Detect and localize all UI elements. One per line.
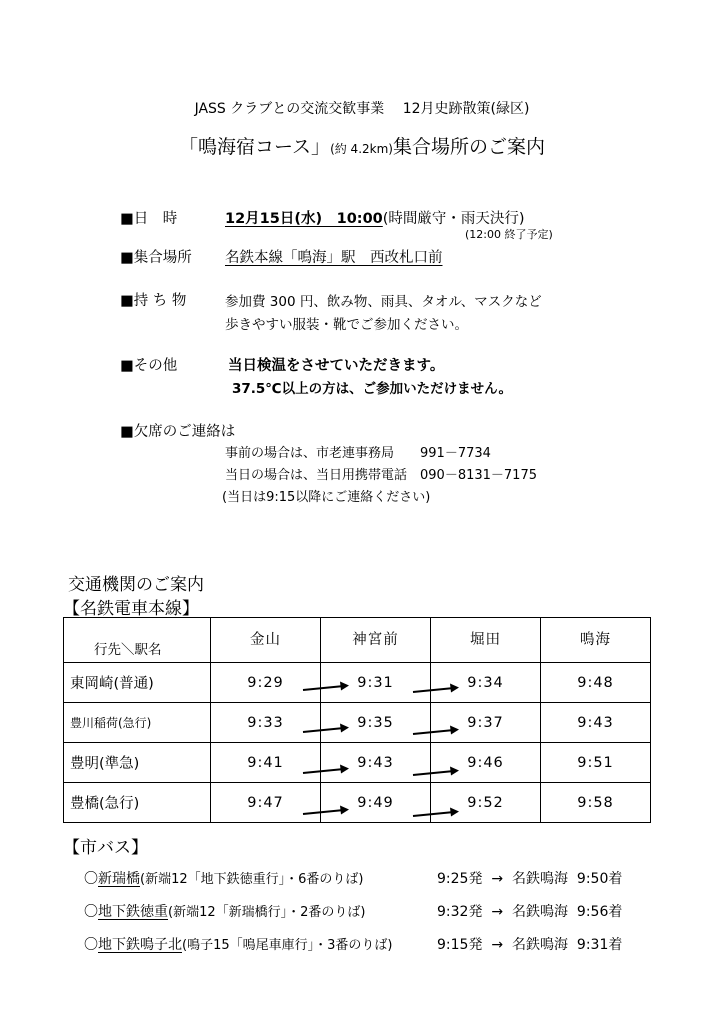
bus-route: [84, 901, 365, 921]
timetable-header-row: [64, 618, 651, 663]
station-header: 堀田: [431, 618, 541, 663]
date-value: 12月15日(水) 10:00: [225, 211, 383, 227]
absence-line-2: 当日の場合は、当日用携帯電話 090－8131－7175: [225, 468, 537, 483]
table-row: [64, 703, 651, 743]
time-cell: 9:43: [321, 743, 431, 783]
table-row: [64, 743, 651, 783]
arrow-right-icon: [302, 803, 350, 817]
bus-schedule: [437, 901, 622, 921]
bus-dest: 名鉄鳴海: [512, 937, 568, 953]
absence-line-3: (当日は9:15以降にご連絡ください): [222, 490, 431, 505]
time-cell: 9:46: [431, 743, 541, 783]
bus-detail: (鳴子15「鳴尾車庫行」・3番のりば): [182, 938, 393, 953]
timetable-corner: 行先＼駅名: [64, 618, 211, 663]
circle-marker-icon: 〇: [84, 904, 98, 920]
arrow-right-icon: [302, 762, 350, 776]
bus-arrive: 9:50着: [576, 871, 623, 887]
bus-arrow: →: [491, 937, 504, 953]
date-label: ■日 時: [120, 211, 178, 227]
time-cell: 9:48: [541, 663, 651, 703]
circle-marker-icon: 〇: [84, 937, 98, 953]
event-header: JASS クラブとの交流交歓事業 12月史跡散策(緑区): [194, 101, 530, 117]
arrow-right-icon: [412, 764, 460, 778]
train-timetable: [63, 617, 651, 823]
arrow-right-icon: [412, 723, 460, 737]
date-suffix: (時間厳守・雨天決行): [382, 211, 525, 227]
bus-detail: (新端12「地下鉄徳重行」・6番のりば): [140, 872, 364, 887]
bus-depart: 9:25発: [437, 871, 483, 887]
time-cell: 9:49: [321, 783, 431, 823]
transport-heading: 交通機関のご案内: [68, 575, 204, 595]
items-line-1: 参加費 300 円、飲み物、雨具、タオル、マスクなど: [225, 294, 542, 310]
station-header: 金山: [211, 618, 321, 663]
bus-heading: 【市バス】: [63, 838, 148, 858]
bus-route: [84, 934, 392, 954]
time-cell: 9:41: [211, 743, 321, 783]
train-name: 豊明(準急): [64, 743, 211, 783]
other-label: ■その他: [120, 358, 178, 374]
time-cell: 9:35: [321, 703, 431, 743]
end-time-note: (12:00 終了予定): [465, 228, 553, 241]
time-cell: 9:33: [211, 703, 321, 743]
train-name: 東岡崎(普通): [64, 663, 211, 703]
page-title: [0, 132, 724, 159]
bus-dest: 名鉄鳴海: [512, 871, 568, 887]
bus-depart: 9:32発: [437, 904, 483, 920]
bus-dest: 名鉄鳴海: [512, 904, 568, 920]
bus-stop: 地下鉄徳重: [98, 904, 168, 920]
title-suffix: 集合場所のご案内: [392, 136, 545, 158]
time-cell: 9:47: [211, 783, 321, 823]
arrow-right-icon: [302, 679, 350, 693]
meeting-label: ■集合場所: [120, 250, 192, 266]
bus-arrive: 9:56着: [576, 904, 623, 920]
rail-heading: 【名鉄電車本線】: [63, 599, 199, 619]
arrow-right-icon: [412, 681, 460, 695]
table-row: [64, 663, 651, 703]
time-cell: 9:51: [541, 743, 651, 783]
bus-detail: (新端12「新瑞橋行」・2番のりば): [168, 905, 366, 920]
station-header: 鳴海: [541, 618, 651, 663]
table-row: [64, 783, 651, 823]
bus-arrow: →: [491, 871, 504, 887]
bus-stop: 地下鉄鳴子北: [98, 937, 182, 953]
time-cell: 9:31: [321, 663, 431, 703]
station-header: 神宮前: [321, 618, 431, 663]
course-distance: (約 4.2km): [330, 142, 393, 156]
other-line-2: 37.5℃以上の方は、ご参加いただけません。: [232, 381, 512, 397]
items-label: ■持 ち 物: [120, 293, 187, 309]
arrow-right-icon: [412, 805, 460, 819]
circle-marker-icon: 〇: [84, 871, 98, 887]
train-name: 豊橋(急行): [64, 783, 211, 823]
bus-arrow: →: [491, 904, 504, 920]
meeting-place: 名鉄本線「鳴海」駅 西改札口前: [225, 250, 443, 266]
time-cell: 9:58: [541, 783, 651, 823]
items-line-2: 歩きやすい服装・靴でご参加ください。: [225, 317, 468, 333]
bus-depart: 9:15発: [437, 937, 483, 953]
date-row: [225, 207, 525, 228]
other-line-1: 当日検温をさせていただきます。: [228, 358, 445, 374]
course-name: 「鳴海宿コース」: [179, 136, 331, 158]
absence-label: ■欠席のご連絡は: [120, 424, 236, 440]
time-cell: 9:37: [431, 703, 541, 743]
bus-arrive: 9:31着: [576, 937, 623, 953]
absence-line-1: 事前の場合は、市老連事務局 991－7734: [225, 446, 491, 461]
bus-schedule: [437, 934, 622, 954]
time-cell: 9:43: [541, 703, 651, 743]
bus-schedule: [437, 868, 622, 888]
time-cell: 9:34: [431, 663, 541, 703]
time-cell: 9:52: [431, 783, 541, 823]
time-cell: 9:29: [211, 663, 321, 703]
bus-stop: 新瑞橋: [98, 871, 140, 887]
train-name: 豊川稲荷(急行): [64, 703, 211, 743]
bus-route: [84, 868, 363, 888]
arrow-right-icon: [302, 721, 350, 735]
